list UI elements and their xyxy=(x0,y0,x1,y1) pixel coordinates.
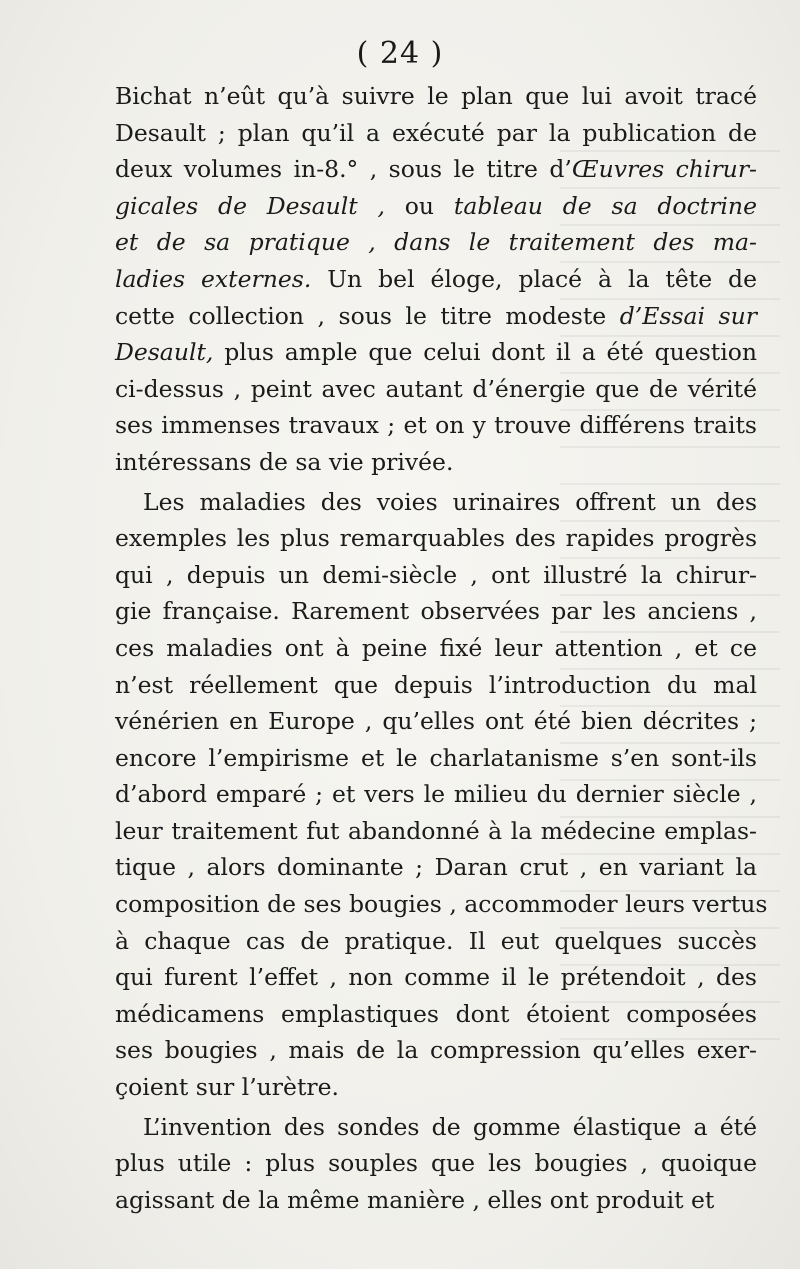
text-line xyxy=(115,1069,757,1106)
text-segment: vénérien en Europe , qu’elles ont été bien décrites ; xyxy=(115,707,757,736)
text-segment: qui furent l’effet , non comme il le prétendoit , des xyxy=(115,963,757,992)
text-segment: L’invention des sondes de gomme élastique a été xyxy=(143,1112,757,1141)
italic-text: Desault, xyxy=(115,338,214,367)
paragraph xyxy=(115,484,768,1106)
italic-text: gicales de Desault , xyxy=(115,191,405,220)
text-line xyxy=(115,849,757,886)
text-line xyxy=(115,407,757,444)
text-segment: tique , alors dominante ; Daran crut , en variant la xyxy=(115,853,757,882)
text-segment: Un bel éloge, placé à la tête de xyxy=(311,264,757,293)
text-line xyxy=(115,1032,757,1069)
text-segment: médicamens emplastiques dont étoient composées xyxy=(115,999,757,1028)
paragraph xyxy=(115,78,757,481)
text-segment: d’abord emparé ; et vers le milieu du dernier siècle , xyxy=(115,780,757,809)
text-line xyxy=(115,520,757,557)
text-line xyxy=(115,484,757,521)
italic-text: d’Essai sur xyxy=(619,301,757,330)
text-line xyxy=(115,630,757,667)
text-line xyxy=(115,776,757,813)
text-segment: deux volumes in-8.° , sous le titre d’ xyxy=(115,155,572,184)
text-line xyxy=(115,886,768,923)
text-line xyxy=(115,740,757,777)
text-segment: ses bougies , mais de la compression qu’elles exer- xyxy=(115,1036,757,1065)
text-line xyxy=(115,151,757,188)
text-segment: leur traitement fut abandonné à la médecine emplas- xyxy=(115,816,757,845)
text-segment: gie française. Rarement observées par les anciens , xyxy=(115,597,757,626)
text-line xyxy=(115,923,757,960)
text-line xyxy=(115,1145,757,1182)
text-line xyxy=(115,444,757,481)
text-segment: intéressans de sa vie privée. xyxy=(115,447,454,476)
text-line xyxy=(115,996,757,1033)
text-segment: encore l’empirisme et le charlatanisme s’en sont-ils xyxy=(115,743,757,772)
paragraph xyxy=(115,1109,757,1219)
text-segment: ci-dessus , peint avec autant d’énergie que de vérité xyxy=(115,374,757,403)
text-segment: ces maladies ont à peine fixé leur attention , et ce xyxy=(115,633,757,662)
italic-text: tableau de sa doctrine xyxy=(453,191,757,220)
text-segment: Les maladies des voies urinaires offrent un des xyxy=(143,487,757,516)
text-line xyxy=(115,1109,757,1146)
text-line xyxy=(115,115,757,152)
text-line xyxy=(115,593,757,630)
text-line xyxy=(115,667,757,704)
text-segment: Bichat n’eût qu’à suivre le plan que lui avoit tracé xyxy=(115,82,757,110)
text-line xyxy=(115,188,757,225)
text-segment: qui , depuis un demi-siècle , ont illustré la chirur- xyxy=(115,560,757,589)
text-line xyxy=(115,959,757,996)
text-line xyxy=(115,371,757,408)
text-line xyxy=(115,557,757,594)
text-segment: ses immenses travaux ; et on y trouve différens traits xyxy=(115,411,757,440)
text-segment: Desault ; plan qu’il a exécuté par la publication de xyxy=(115,118,757,147)
body-text xyxy=(115,78,768,1218)
text-line xyxy=(115,1182,757,1219)
text-segment: ou xyxy=(404,191,454,220)
text-line xyxy=(115,813,757,850)
text-segment: çoient sur l’urètre. xyxy=(115,1073,339,1102)
text-line xyxy=(115,78,757,115)
text-line xyxy=(115,224,757,261)
text-segment: agissant de la même manière , elles ont produit et xyxy=(115,1185,715,1214)
text-segment: composition de ses bougies , accommoder leurs vertus xyxy=(115,890,768,919)
text-line xyxy=(115,334,757,371)
text-segment: plus ample que celui dont il a été question xyxy=(213,338,757,367)
italic-text: ladies externes. xyxy=(115,264,312,293)
italic-text: et de sa pratique , dans le traitement des ma- xyxy=(115,228,757,257)
text-line xyxy=(115,261,757,298)
text-segment: cette collection , sous le titre modeste xyxy=(115,301,620,330)
text-segment: plus utile : plus souples que les bougies , quoique xyxy=(115,1149,757,1178)
italic-text: Œuvres chirur- xyxy=(571,155,757,184)
text-line xyxy=(115,298,757,335)
text-line xyxy=(115,703,757,740)
page-number: ( 24 ) xyxy=(356,36,444,71)
text-segment: à chaque cas de pratique. Il eut quelques succès xyxy=(115,926,757,955)
text-segment: exemples les plus remarquables des rapides progrès xyxy=(115,524,757,553)
text-segment: n’est réellement que depuis l’introduction du mal xyxy=(115,670,757,699)
